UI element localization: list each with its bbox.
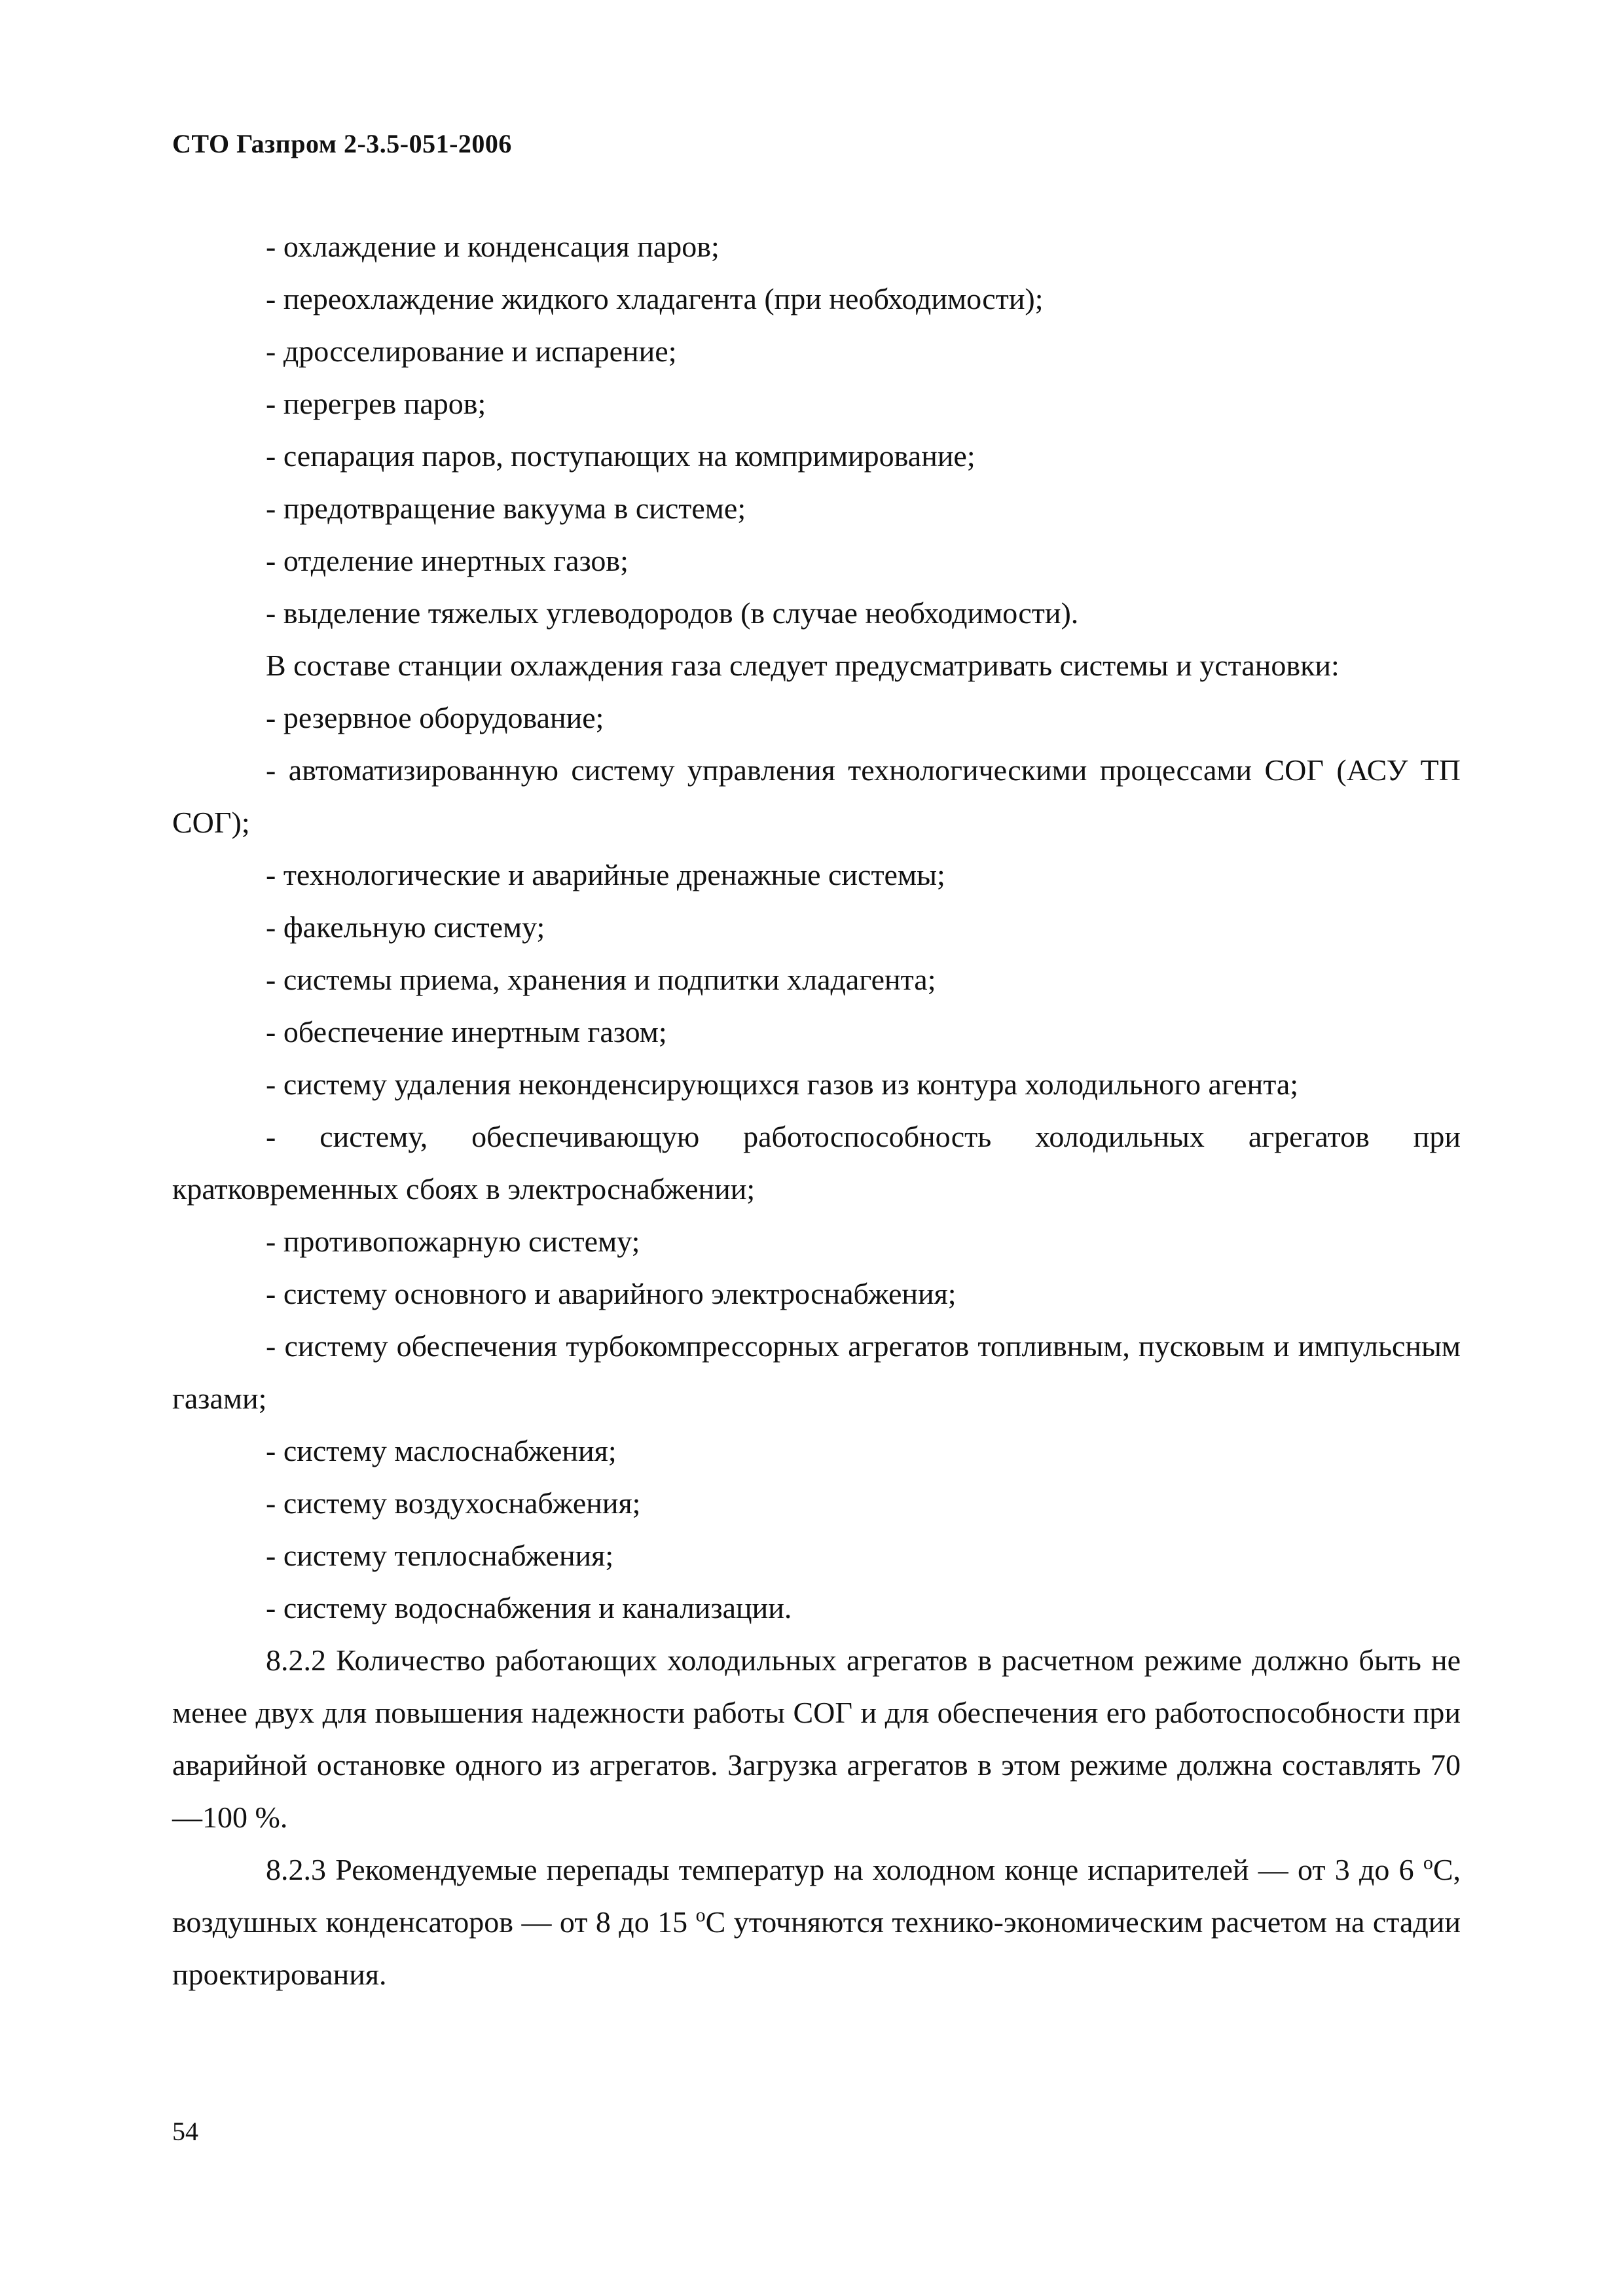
list-item: - выделение тяжелых углеводородов (в случае необходимости). (266, 596, 1079, 630)
document-body (172, 221, 1461, 2001)
list-item: - охлаждение и конденсация паров; (266, 230, 720, 263)
paragraph-text: С, воздушных конденсаторов — от 8 до 15 (172, 1853, 1461, 1939)
list-item: - дросселирование и испарение; (266, 334, 677, 368)
list-item: - сепарация паров, поступающих на компримирование; (266, 439, 976, 473)
list-item: - противопожарную систему; (266, 1225, 640, 1258)
degree-sign: о (1423, 1852, 1433, 1874)
paragraph-8-2-3 (172, 1844, 1461, 2001)
paragraph-8-2-2: 8.2.2 Количество работающих холодильных агрегатов в расчетном режиме должно быть не менее двух для повышения надежности работы СОГ и для обеспечения его работоспособности при аварийной остановке одного из агрегатов. Загрузка агрегатов в этом режиме должна составлять 70—100 %. (172, 1643, 1461, 1834)
list-item: - обеспечение инертным газом; (266, 1015, 667, 1049)
list-item: - перегрев паров; (266, 387, 486, 420)
degree-sign: о (695, 1904, 706, 1926)
list-item: - систему водоснабжения и канализации. (266, 1591, 792, 1624)
list-item: - систему маслоснабжения; (266, 1434, 617, 1467)
list-item: - систему воздухоснабжения; (266, 1486, 641, 1520)
list-item: - системы приема, хранения и подпитки хладагента; (266, 963, 936, 996)
list-item: - систему обеспечения турбокомпрессорных агрегатов топливным, пусковым и импульсным газами; (172, 1329, 1461, 1415)
page-number: 54 (172, 2117, 198, 2146)
list-item: - систему, обеспечивающую работоспособность холодильных агрегатов при кратковременных сбоях в электроснабжении; (172, 1120, 1461, 1206)
list-item: - автоматизированную систему управления технологическими процессами СОГ (АСУ ТП СОГ); (172, 753, 1461, 839)
list-item: - переохлаждение жидкого хладагента (при необходимости); (266, 282, 1044, 315)
list-item: - систему теплоснабжения; (266, 1539, 614, 1572)
list-item: - резервное оборудование; (266, 701, 604, 734)
document-header: СТО Газпром 2-3.5-051-2006 (172, 129, 512, 158)
paragraph-text: С уточняются технико-экономическим расчетом на стадии проектирования. (172, 1905, 1461, 1991)
list-item: - предотвращение вакуума в системе; (266, 492, 746, 525)
list-item: - систему удаления неконденсирующихся газов из контура холодильного агента; (266, 1067, 1299, 1101)
paragraph-intro: В составе станции охлаждения газа следует предусматривать системы и установки: (266, 649, 1340, 682)
list-item: - систему основного и аварийного электроснабжения; (266, 1277, 957, 1310)
paragraph-text: 8.2.3 Рекомендуемые перепады температур на холодном конце испарителей — от 3 до 6 (266, 1853, 1423, 1886)
list-item: - технологические и аварийные дренажные системы; (266, 858, 945, 891)
list-item: - факельную систему; (266, 910, 545, 944)
list-item: - отделение инертных газов; (266, 544, 629, 577)
